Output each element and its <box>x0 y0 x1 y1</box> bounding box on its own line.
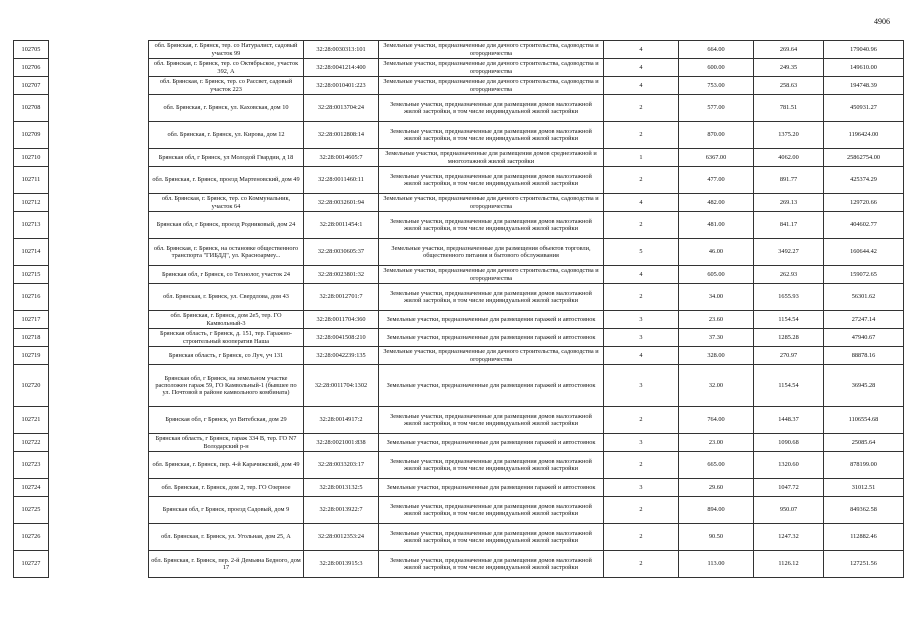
usage-cell: Земельные участки, предназначенные для размещения домов малоэтажной жилой застройки, в том числе индивидуальной жилой застройки <box>379 452 604 479</box>
cadastral-number-cell: 32:28:0033203:17 <box>304 452 379 479</box>
gap-cell <box>49 149 149 167</box>
cadastral-value-table <box>13 40 904 578</box>
row-id-cell: 102710 <box>14 149 49 167</box>
row-id-cell: 102717 <box>14 311 49 329</box>
usage-cell: Земельные участки, предназначенные для размещения домов малоэтажной жилой застройки, в том числе индивидуальной жилой застройки <box>379 95 604 122</box>
gap-cell <box>49 452 149 479</box>
row-id-cell: 102720 <box>14 365 49 407</box>
cadastral-number-cell: 32:28:0013704:24 <box>304 95 379 122</box>
area-cell: 870.00 <box>679 122 754 149</box>
row-id-cell: 102723 <box>14 452 49 479</box>
row-id-cell: 102714 <box>14 239 49 266</box>
gap-cell <box>49 497 149 524</box>
gap-cell <box>49 194 149 212</box>
address-cell: обл. Брянская, г. Брянск, пер. 4-й Карачижский, дом 49 <box>149 452 304 479</box>
area-cell: 764.00 <box>679 407 754 434</box>
usage-cell: Земельные участки, предназначенные для размещения гаражей и автостоянок <box>379 329 604 347</box>
row-id-cell: 102727 <box>14 551 49 578</box>
area-cell: 23.60 <box>679 311 754 329</box>
table-row <box>14 122 904 149</box>
table-row <box>14 347 904 365</box>
table-row <box>14 365 904 407</box>
rate-cell: 1448.37 <box>754 407 824 434</box>
value-cell: 450931.27 <box>824 95 904 122</box>
area-cell: 328.00 <box>679 347 754 365</box>
value-cell: 127251.56 <box>824 551 904 578</box>
group-cell: 4 <box>604 41 679 59</box>
usage-cell: Земельные участки, предназначенные для размещения гаражей и автостоянок <box>379 434 604 452</box>
rate-cell: 1126.12 <box>754 551 824 578</box>
gap-cell <box>49 365 149 407</box>
rate-cell: 3492.27 <box>754 239 824 266</box>
group-cell: 2 <box>604 452 679 479</box>
usage-cell: Земельные участки, предназначенные для размещения объектов торговли, общественного питания и бытового обслуживания <box>379 239 604 266</box>
table-row <box>14 149 904 167</box>
table-row <box>14 479 904 497</box>
group-cell: 4 <box>604 266 679 284</box>
address-cell: обл. Брянская, г. Брянск, тер. со Рассвет, садовый участок 223 <box>149 77 304 95</box>
rate-cell: 269.64 <box>754 41 824 59</box>
address-cell: Брянская обл, г Брянск, ул Витебская, дом 29 <box>149 407 304 434</box>
usage-cell: Земельные участки, предназначенные для размещения домов среднеэтажной и многоэтажной жилой застройки <box>379 149 604 167</box>
area-cell: 605.00 <box>679 266 754 284</box>
rate-cell: 258.63 <box>754 77 824 95</box>
address-cell: обл. Брянская, г. Брянск, тер. со Натуралист, садовый участок 99 <box>149 41 304 59</box>
area-cell: 29.60 <box>679 479 754 497</box>
value-cell: 1106554.68 <box>824 407 904 434</box>
gap-cell <box>49 95 149 122</box>
usage-cell: Земельные участки, предназначенные для дачного строительства, садоводства и огородничества <box>379 347 604 365</box>
rate-cell: 1320.60 <box>754 452 824 479</box>
row-id-cell: 102724 <box>14 479 49 497</box>
cadastral-number-cell: 32:28:0030313:101 <box>304 41 379 59</box>
row-id-cell: 102707 <box>14 77 49 95</box>
gap-cell <box>49 122 149 149</box>
cadastral-number-cell: 32:28:0013922:7 <box>304 497 379 524</box>
group-cell: 1 <box>604 149 679 167</box>
cadastral-number-cell: 32:28:0011454:1 <box>304 212 379 239</box>
gap-cell <box>49 212 149 239</box>
gap-cell <box>49 329 149 347</box>
cadastral-number-cell: 32:28:0042239:135 <box>304 347 379 365</box>
cadastral-number-cell: 32:28:0030605:37 <box>304 239 379 266</box>
cadastral-number-cell: 32:28:0023801:32 <box>304 266 379 284</box>
cadastral-number-cell: 32:28:0013915:3 <box>304 551 379 578</box>
gap-cell <box>49 284 149 311</box>
value-cell: 56301.62 <box>824 284 904 311</box>
group-cell: 3 <box>604 365 679 407</box>
rate-cell: 262.93 <box>754 266 824 284</box>
table-row <box>14 407 904 434</box>
cadastral-number-cell: 32:28:0041508:210 <box>304 329 379 347</box>
group-cell: 2 <box>604 497 679 524</box>
address-cell: обл. Брянская, г. Брянск, тер. со Октябрьское, участок 392, А <box>149 59 304 77</box>
address-cell: обл. Брянская, г. Брянск, пер. 2-й Демьяна Бедного, дом 17 <box>149 551 304 578</box>
rate-cell: 1154.54 <box>754 365 824 407</box>
cadastral-number-cell: 32:28:0041214:400 <box>304 59 379 77</box>
area-cell: 37.30 <box>679 329 754 347</box>
value-cell: 159072.65 <box>824 266 904 284</box>
gap-cell <box>49 239 149 266</box>
rate-cell: 781.51 <box>754 95 824 122</box>
address-cell: обл. Брянская, г. Брянск, тер. со Коммунальник, участок 64 <box>149 194 304 212</box>
table-row <box>14 167 904 194</box>
group-cell: 5 <box>604 239 679 266</box>
table-row <box>14 284 904 311</box>
area-cell: 32.00 <box>679 365 754 407</box>
address-cell: Брянская обл, г Брянск, ул Молодой Гвардии, д 18 <box>149 149 304 167</box>
rate-cell: 891.77 <box>754 167 824 194</box>
gap-cell <box>49 524 149 551</box>
table-row <box>14 194 904 212</box>
value-cell: 160644.42 <box>824 239 904 266</box>
address-cell: обл. Брянская, г. Брянск, ул. Угольная, дом 25, А <box>149 524 304 551</box>
address-cell: обл. Брянская, г. Брянск, ул. Кирова, дом 12 <box>149 122 304 149</box>
cadastral-number-cell: 32:28:0010401:223 <box>304 77 379 95</box>
table-row <box>14 77 904 95</box>
group-cell: 3 <box>604 434 679 452</box>
usage-cell: Земельные участки, предназначенные для размещения домов малоэтажной жилой застройки, в том числе индивидуальной жилой застройки <box>379 122 604 149</box>
usage-cell: Земельные участки, предназначенные для размещения домов малоэтажной жилой застройки, в том числе индивидуальной жилой застройки <box>379 167 604 194</box>
cadastral-number-cell: 32:28:0011460:11 <box>304 167 379 194</box>
row-id-cell: 102725 <box>14 497 49 524</box>
area-cell: 90.50 <box>679 524 754 551</box>
group-cell: 3 <box>604 479 679 497</box>
group-cell: 4 <box>604 59 679 77</box>
value-cell: 129720.66 <box>824 194 904 212</box>
row-id-cell: 102705 <box>14 41 49 59</box>
rate-cell: 1154.54 <box>754 311 824 329</box>
value-cell: 25862754.00 <box>824 149 904 167</box>
group-cell: 2 <box>604 407 679 434</box>
gap-cell <box>49 347 149 365</box>
row-id-cell: 102709 <box>14 122 49 149</box>
usage-cell: Земельные участки, предназначенные для размещения домов малоэтажной жилой застройки, в том числе индивидуальной жилой застройки <box>379 524 604 551</box>
group-cell: 4 <box>604 194 679 212</box>
address-cell: обл. Брянская, г. Брянск, ул. Свердлова, дом 43 <box>149 284 304 311</box>
address-cell: Брянская область, г Брянск, гараж 334 В, тер. ГО N7 Володарский р-н <box>149 434 304 452</box>
table-row <box>14 95 904 122</box>
rate-cell: 269.13 <box>754 194 824 212</box>
usage-cell: Земельные участки, предназначенные для размещения домов малоэтажной жилой застройки, в том числе индивидуальной жилой застройки <box>379 212 604 239</box>
rate-cell: 841.17 <box>754 212 824 239</box>
area-cell: 753.00 <box>679 77 754 95</box>
value-cell: 36945.28 <box>824 365 904 407</box>
address-cell: Брянская область, г Брянск, д. 151, тер. Гаражно-строительный кооператив Наша <box>149 329 304 347</box>
group-cell: 2 <box>604 95 679 122</box>
address-cell: Брянская обл, г Брянск, на земельном участке расположен гараж 59, ГО Камвольный-1 (бывшее по ул. Почтовой в районе камвольного комбината) <box>149 365 304 407</box>
table-row <box>14 329 904 347</box>
gap-cell <box>49 41 149 59</box>
gap-cell <box>49 77 149 95</box>
gap-cell <box>49 434 149 452</box>
table-row <box>14 212 904 239</box>
page-number: 4906 <box>874 17 890 26</box>
value-cell: 88878.16 <box>824 347 904 365</box>
value-cell: 194748.39 <box>824 77 904 95</box>
value-cell: 47940.67 <box>824 329 904 347</box>
usage-cell: Земельные участки, предназначенные для размещения домов малоэтажной жилой застройки, в том числе индивидуальной жилой застройки <box>379 407 604 434</box>
area-cell: 46.00 <box>679 239 754 266</box>
value-cell: 1196424.00 <box>824 122 904 149</box>
gap-cell <box>49 266 149 284</box>
table-row <box>14 239 904 266</box>
rate-cell: 1247.32 <box>754 524 824 551</box>
group-cell: 3 <box>604 311 679 329</box>
cadastral-number-cell: 32:28:0032601:94 <box>304 194 379 212</box>
usage-cell: Земельные участки, предназначенные для дачного строительства, садоводства и огородничества <box>379 59 604 77</box>
address-cell: Брянская обл, г Брянск, проезд Садовый, дом 9 <box>149 497 304 524</box>
gap-cell <box>49 167 149 194</box>
row-id-cell: 102716 <box>14 284 49 311</box>
table-row <box>14 266 904 284</box>
group-cell: 2 <box>604 524 679 551</box>
cadastral-number-cell: 32:28:0012353:24 <box>304 524 379 551</box>
usage-cell: Земельные участки, предназначенные для размещения домов малоэтажной жилой застройки, в том числе индивидуальной жилой застройки <box>379 551 604 578</box>
value-cell: 149610.00 <box>824 59 904 77</box>
rate-cell: 270.97 <box>754 347 824 365</box>
value-cell: 179040.96 <box>824 41 904 59</box>
value-cell: 425374.29 <box>824 167 904 194</box>
table-row <box>14 41 904 59</box>
cadastral-number-cell: 32:28:0014605:7 <box>304 149 379 167</box>
table-row <box>14 551 904 578</box>
value-cell: 112882.46 <box>824 524 904 551</box>
gap-cell <box>49 311 149 329</box>
group-cell: 2 <box>604 284 679 311</box>
area-cell: 481.00 <box>679 212 754 239</box>
usage-cell: Земельные участки, предназначенные для размещения домов малоэтажной жилой застройки, в том числе индивидуальной жилой застройки <box>379 497 604 524</box>
group-cell: 2 <box>604 551 679 578</box>
cadastral-number-cell: 32:28:0014917:2 <box>304 407 379 434</box>
gap-cell <box>49 59 149 77</box>
row-id-cell: 102722 <box>14 434 49 452</box>
rate-cell: 1047.72 <box>754 479 824 497</box>
rate-cell: 1090.68 <box>754 434 824 452</box>
area-cell: 477.00 <box>679 167 754 194</box>
address-cell: Брянская обл, г Брянск, проезд Родниковый, дом 24 <box>149 212 304 239</box>
rate-cell: 249.35 <box>754 59 824 77</box>
rate-cell: 950.07 <box>754 497 824 524</box>
value-cell: 878199.00 <box>824 452 904 479</box>
value-cell: 31012.51 <box>824 479 904 497</box>
row-id-cell: 102711 <box>14 167 49 194</box>
table-row <box>14 59 904 77</box>
usage-cell: Земельные участки, предназначенные для дачного строительства, садоводства и огородничества <box>379 77 604 95</box>
usage-cell: Земельные участки, предназначенные для дачного строительства, садоводства и огородничества <box>379 41 604 59</box>
usage-cell: Земельные участки, предназначенные для размещения гаражей и автостоянок <box>379 365 604 407</box>
usage-cell: Земельные участки, предназначенные для размещения домов малоэтажной жилой застройки, в том числе индивидуальной жилой застройки <box>379 284 604 311</box>
address-cell: Брянская обл, г Брянск, со Технолог, участок 24 <box>149 266 304 284</box>
row-id-cell: 102706 <box>14 59 49 77</box>
usage-cell: Земельные участки, предназначенные для размещения гаражей и автостоянок <box>379 479 604 497</box>
area-cell: 482.00 <box>679 194 754 212</box>
row-id-cell: 102715 <box>14 266 49 284</box>
usage-cell: Земельные участки, предназначенные для дачного строительства, садоводства и огородничества <box>379 266 604 284</box>
area-cell: 665.00 <box>679 452 754 479</box>
cadastral-number-cell: 32:28:0013132:5 <box>304 479 379 497</box>
address-cell: обл. Брянская, г. Брянск, на остановке общественного транспорта "ГИБДД", ул. Красноармеу... <box>149 239 304 266</box>
cadastral-number-cell: 32:28:0012808:14 <box>304 122 379 149</box>
area-cell: 113.00 <box>679 551 754 578</box>
address-cell: Брянская область, г Брянск, со Луч, уч 131 <box>149 347 304 365</box>
area-cell: 600.00 <box>679 59 754 77</box>
row-id-cell: 102708 <box>14 95 49 122</box>
row-id-cell: 102713 <box>14 212 49 239</box>
rate-cell: 4062.00 <box>754 149 824 167</box>
group-cell: 4 <box>604 77 679 95</box>
gap-cell <box>49 407 149 434</box>
area-cell: 6367.00 <box>679 149 754 167</box>
value-cell: 849362.58 <box>824 497 904 524</box>
usage-cell: Земельные участки, предназначенные для размещения гаражей и автостоянок <box>379 311 604 329</box>
group-cell: 4 <box>604 347 679 365</box>
address-cell: обл. Брянская, г. Брянск, проезд Мартеновский, дом 49 <box>149 167 304 194</box>
row-id-cell: 102726 <box>14 524 49 551</box>
table-row <box>14 524 904 551</box>
group-cell: 2 <box>604 122 679 149</box>
address-cell: обл. Брянская, г. Брянск, дом 2е5, тер. ГО Камвольный-3 <box>149 311 304 329</box>
gap-cell <box>49 551 149 578</box>
table-row <box>14 311 904 329</box>
table-row <box>14 434 904 452</box>
address-cell: обл. Брянская, г. Брянск, дом 2, тер. ГО Озерное <box>149 479 304 497</box>
value-cell: 404602.77 <box>824 212 904 239</box>
address-cell: обл. Брянская, г. Брянск, ул. Кaховская, дом 10 <box>149 95 304 122</box>
row-id-cell: 102721 <box>14 407 49 434</box>
row-id-cell: 102718 <box>14 329 49 347</box>
gap-cell <box>49 479 149 497</box>
cadastral-number-cell: 32:28:0021001:838 <box>304 434 379 452</box>
area-cell: 23.00 <box>679 434 754 452</box>
cadastral-number-cell: 32:28:0011704:360 <box>304 311 379 329</box>
table-row <box>14 452 904 479</box>
area-cell: 894.00 <box>679 497 754 524</box>
usage-cell: Земельные участки, предназначенные для дачного строительства, садоводства и огородничества <box>379 194 604 212</box>
value-cell: 27247.14 <box>824 311 904 329</box>
group-cell: 3 <box>604 329 679 347</box>
group-cell: 2 <box>604 167 679 194</box>
rate-cell: 1655.93 <box>754 284 824 311</box>
rate-cell: 1375.20 <box>754 122 824 149</box>
row-id-cell: 102719 <box>14 347 49 365</box>
area-cell: 34.00 <box>679 284 754 311</box>
group-cell: 2 <box>604 212 679 239</box>
area-cell: 577.00 <box>679 95 754 122</box>
row-id-cell: 102712 <box>14 194 49 212</box>
rate-cell: 1285.28 <box>754 329 824 347</box>
area-cell: 664.00 <box>679 41 754 59</box>
cadastral-number-cell: 32:28:0012701:7 <box>304 284 379 311</box>
cadastral-number-cell: 32:28:0011704:1302 <box>304 365 379 407</box>
value-cell: 25085.64 <box>824 434 904 452</box>
table-row <box>14 497 904 524</box>
